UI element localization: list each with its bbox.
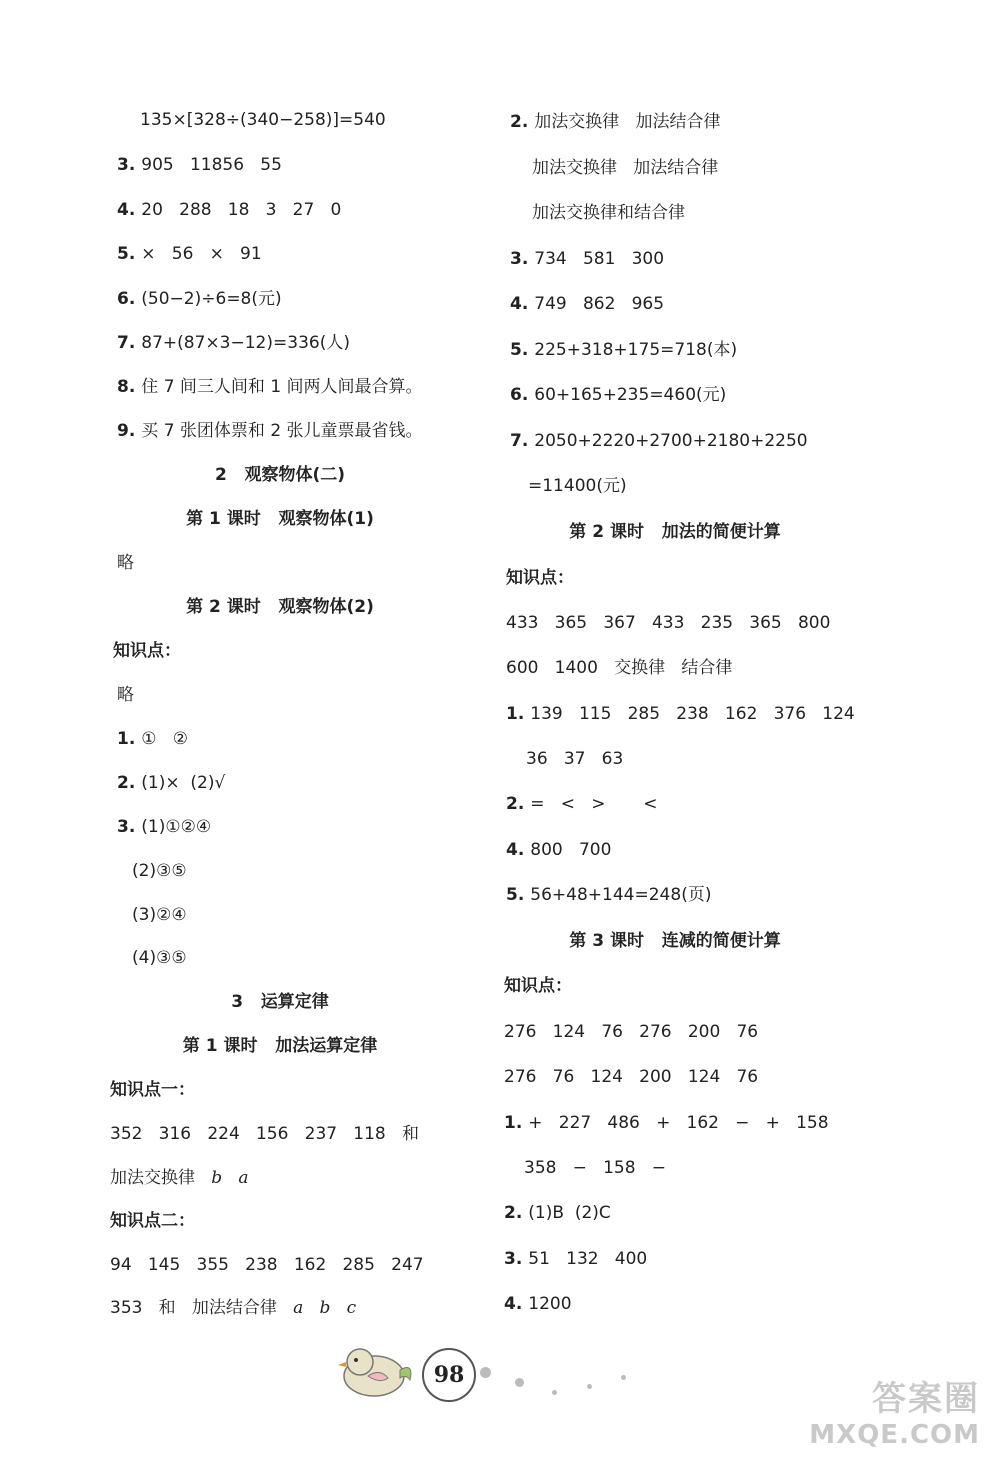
answer-item: 1. ① ②: [117, 729, 188, 749]
answer-item: 4. 749 862 965: [510, 294, 665, 314]
knowledge-label: 知识点：: [506, 568, 574, 588]
knowledge-label: 知识点一：: [110, 1080, 195, 1100]
answer-line: 352 316 224 156 237 118 和: [110, 1124, 419, 1144]
answer-item: 1. + 227 486 + 162 − + 158: [504, 1113, 829, 1133]
answer-item: 3. 734 581 300: [510, 249, 665, 269]
decorative-dot: [515, 1378, 524, 1387]
answer-item: 7. 2050+2220+2700+2180+2250: [510, 431, 808, 451]
answer-item: 5. × 56 × 91: [117, 244, 262, 264]
answer-item: 2. (1)B (2)C: [504, 1203, 611, 1223]
answer-item: 2. = < > <: [506, 794, 658, 814]
answer-item: 6. (50−2)÷6=8(元): [117, 289, 282, 309]
decorative-dot: [480, 1367, 491, 1378]
answer-line: (2)③⑤: [132, 861, 187, 881]
knowledge-label: 知识点二：: [110, 1211, 195, 1231]
answer-item: 2. 加法交换律 加法结合律: [510, 112, 721, 132]
watermark: [790, 1371, 980, 1461]
answer-line: 加法交换律和结合律: [532, 203, 685, 223]
decorative-dot: [587, 1384, 592, 1389]
answer-item: 5. 225+318+175=718(本): [510, 340, 738, 360]
answer-line: 加法交换律 加法结合律: [532, 158, 719, 178]
section-title: 2 观察物体(二): [214, 465, 346, 485]
knowledge-label: 知识点：: [504, 976, 572, 996]
decorative-dot: [621, 1375, 626, 1380]
answer-line: 36 37 63: [526, 749, 624, 769]
answer-item: 6. 60+165+235=460(元): [510, 385, 727, 405]
watermark-top: 答案圈: [872, 1379, 980, 1419]
lesson-title: 第 1 课时 观察物体(1): [186, 509, 374, 529]
lesson-title: 第 2 课时 加法的简便计算: [569, 522, 781, 542]
answer-line: 600 1400 交换律 结合律: [506, 658, 733, 678]
answer-line: (4)③⑤: [132, 948, 187, 968]
answer-item: 5. 56+48+144=248(页): [506, 885, 712, 905]
answer-line: 94 145 355 238 162 285 247: [110, 1255, 424, 1275]
answer-item: 3. (1)①②④: [117, 817, 212, 837]
answer-line: 略: [117, 553, 134, 573]
answer-item: 4. 1200: [504, 1294, 572, 1314]
watermark-bottom: MXQE.COM: [809, 1420, 980, 1450]
answer-line: 略: [117, 685, 134, 705]
answer-line: =11400(元): [528, 476, 627, 496]
answer-item: 2. (1)× (2)√: [117, 773, 226, 793]
answer-line: 276 76 124 200 124 76: [504, 1067, 759, 1087]
answer-line: (3)②④: [132, 905, 187, 925]
answer-line: 276 124 76 276 200 76: [504, 1022, 759, 1042]
lesson-title: 第 3 课时 连减的简便计算: [569, 931, 781, 951]
page-number: 98: [422, 1348, 476, 1402]
knowledge-label: 知识点：: [113, 641, 181, 661]
answer-item: 4. 20 288 18 3 27 0: [117, 200, 342, 220]
answer-line: 353 和 加法结合律 a b c: [110, 1298, 357, 1318]
lesson-title: 第 1 课时 加法运算定律: [182, 1036, 378, 1056]
section-title: 3 运算定律: [231, 992, 329, 1012]
answer-item: 9. 买 7 张团体票和 2 张儿童票最省钱。: [117, 421, 423, 441]
answer-item: 7. 87+(87×3−12)=336(人): [117, 333, 350, 353]
answer-line: 433 365 367 433 235 365 800: [506, 613, 831, 633]
lesson-title: 第 2 课时 观察物体(2): [186, 597, 374, 617]
answer-item: 1. 139 115 285 238 162 376 124: [506, 704, 855, 724]
answer-line: 加法交换律 b a: [110, 1168, 249, 1188]
answer-item: 8. 住 7 间三人间和 1 间两人间最合算。: [117, 377, 423, 397]
answer-item: 4. 800 700: [506, 840, 612, 860]
bird-icon: [338, 1340, 418, 1402]
answer-line: 135×[328÷(340−258)]=540: [140, 110, 386, 130]
answer-line: 358 − 158 −: [524, 1158, 667, 1178]
answer-item: 3. 51 132 400: [504, 1249, 648, 1269]
decorative-dot: [552, 1390, 557, 1395]
answer-item: 3. 905 11856 55: [117, 155, 282, 175]
